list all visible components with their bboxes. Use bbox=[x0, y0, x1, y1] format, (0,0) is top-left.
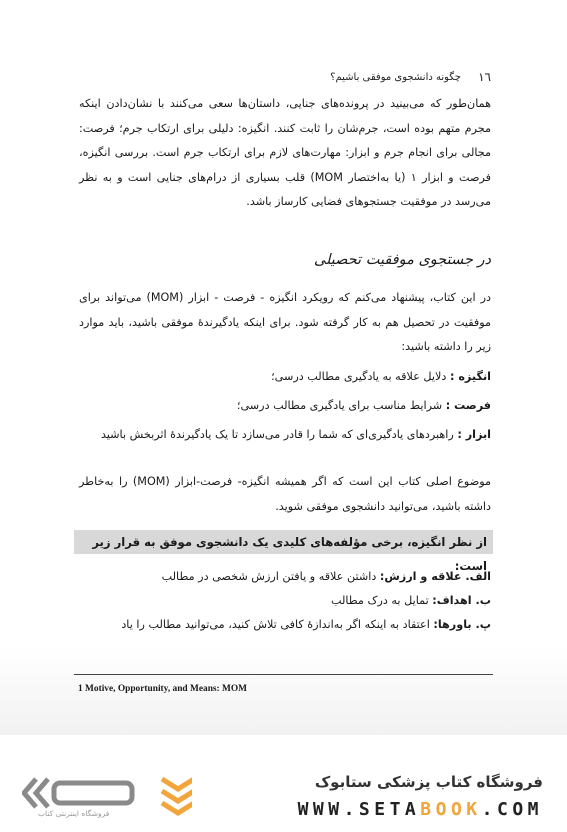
list-item bbox=[91, 424, 491, 446]
list-text: راهبردهای یادگیری‌ای که شما را قادر می‌سازد تا یک یادگیرندهٔ اثربخش باشید bbox=[100, 428, 454, 441]
url-part: .COM bbox=[481, 799, 543, 820]
running-header bbox=[80, 70, 491, 90]
section-heading: در جستجوی موفقیت تحصیلی bbox=[313, 252, 491, 268]
item-label: الف. علاقه و ارزش: bbox=[379, 570, 491, 583]
list-term: فرصت : bbox=[445, 399, 491, 412]
url-part: WWW.SETA bbox=[297, 799, 421, 820]
url-highlight: BOOK bbox=[420, 799, 482, 820]
shop-banner[interactable] bbox=[0, 757, 567, 832]
motivation-items bbox=[75, 565, 491, 637]
list-term: ابزار : bbox=[457, 428, 491, 441]
paragraph-intro: همان‌طور که می‌بینید در پرونده‌های جنایی، داستان‌ها سعی می‌کنند با نشان‌دادن اینکه مجرم متهم بوده است، جرم‌شان را ثابت کنند. انگیزه: دلیلی برای ارتکاب جرم؛ فرصت: مجالی برای انجام جرم و ابزار: مهارت‌های لازم برای ارتکاب جرم است. بررسی انگیزه، فرصت و ابزار ۱ (یا به‌اختصار MOM) قلب بسیاری از درام‌های جنایی است و به نظر می‌رسد در موفقیت جستجوهای فضایی کارساز باشد. bbox=[79, 97, 491, 208]
item-text: تمایل به درک مطالب bbox=[330, 594, 429, 607]
list-item bbox=[91, 366, 491, 388]
logo-subtitle: فروشگاه اینترنتی کتاب bbox=[38, 809, 110, 818]
list-text: شرایط مناسب برای یادگیری مطالب درسی؛ bbox=[236, 399, 443, 412]
item-label: پ. باورها: bbox=[433, 618, 491, 631]
list-text: دلایل علاقه به یادگیری مطالب درسی؛ bbox=[271, 370, 447, 383]
footnote: 1 Motive, Opportunity, and Means: MOM bbox=[78, 684, 248, 694]
paragraph-approach: در این کتاب، پیشنهاد می‌کنم که رویکرد انگیزه - فرصت - ابزار (MOM) می‌تواند برای موفقیت در تحصیل هم به کار گرفته شود. برای اینکه یادگیرندهٔ موفقی باشید، باید موارد زیر را داشته باشید: bbox=[79, 291, 491, 353]
item-text: داشتن علاقه و یافتن ارزش شخصی در مطالب bbox=[161, 570, 377, 583]
list-item bbox=[75, 613, 491, 637]
list-item bbox=[75, 589, 491, 613]
list-term: انگیزه : bbox=[449, 370, 491, 383]
item-text: اعتقاد به اینکه اگر به‌اندازهٔ کافی تلاش کنید، می‌توانید مطالب را یاد bbox=[121, 618, 430, 631]
shop-url[interactable] bbox=[298, 799, 543, 820]
item-label: ب. اهداف: bbox=[432, 594, 491, 607]
page-number: ١٦ bbox=[478, 70, 491, 84]
shop-name: فروشگاه کتاب پزشکی ستابوک bbox=[314, 773, 543, 791]
requirements-list bbox=[91, 366, 491, 453]
running-title: چگونه دانشجوی موفقی باشیم؟ bbox=[330, 72, 461, 83]
paragraph-theme: موضوع اصلی کتاب این است که اگر همیشه انگیزه- فرصت-ابزار (MOM) را به‌خاطر داشته باشید، می‌توانید دانشجوی موفقی شوید. bbox=[79, 475, 491, 513]
list-item bbox=[91, 395, 491, 417]
footnote-rule bbox=[74, 674, 493, 675]
highlight-band: از نظر انگیزه، برخی مؤلفه‌های کلیدی یک دانشجوی موفق به قرار زیر است: bbox=[74, 530, 493, 554]
list-item bbox=[75, 565, 491, 589]
